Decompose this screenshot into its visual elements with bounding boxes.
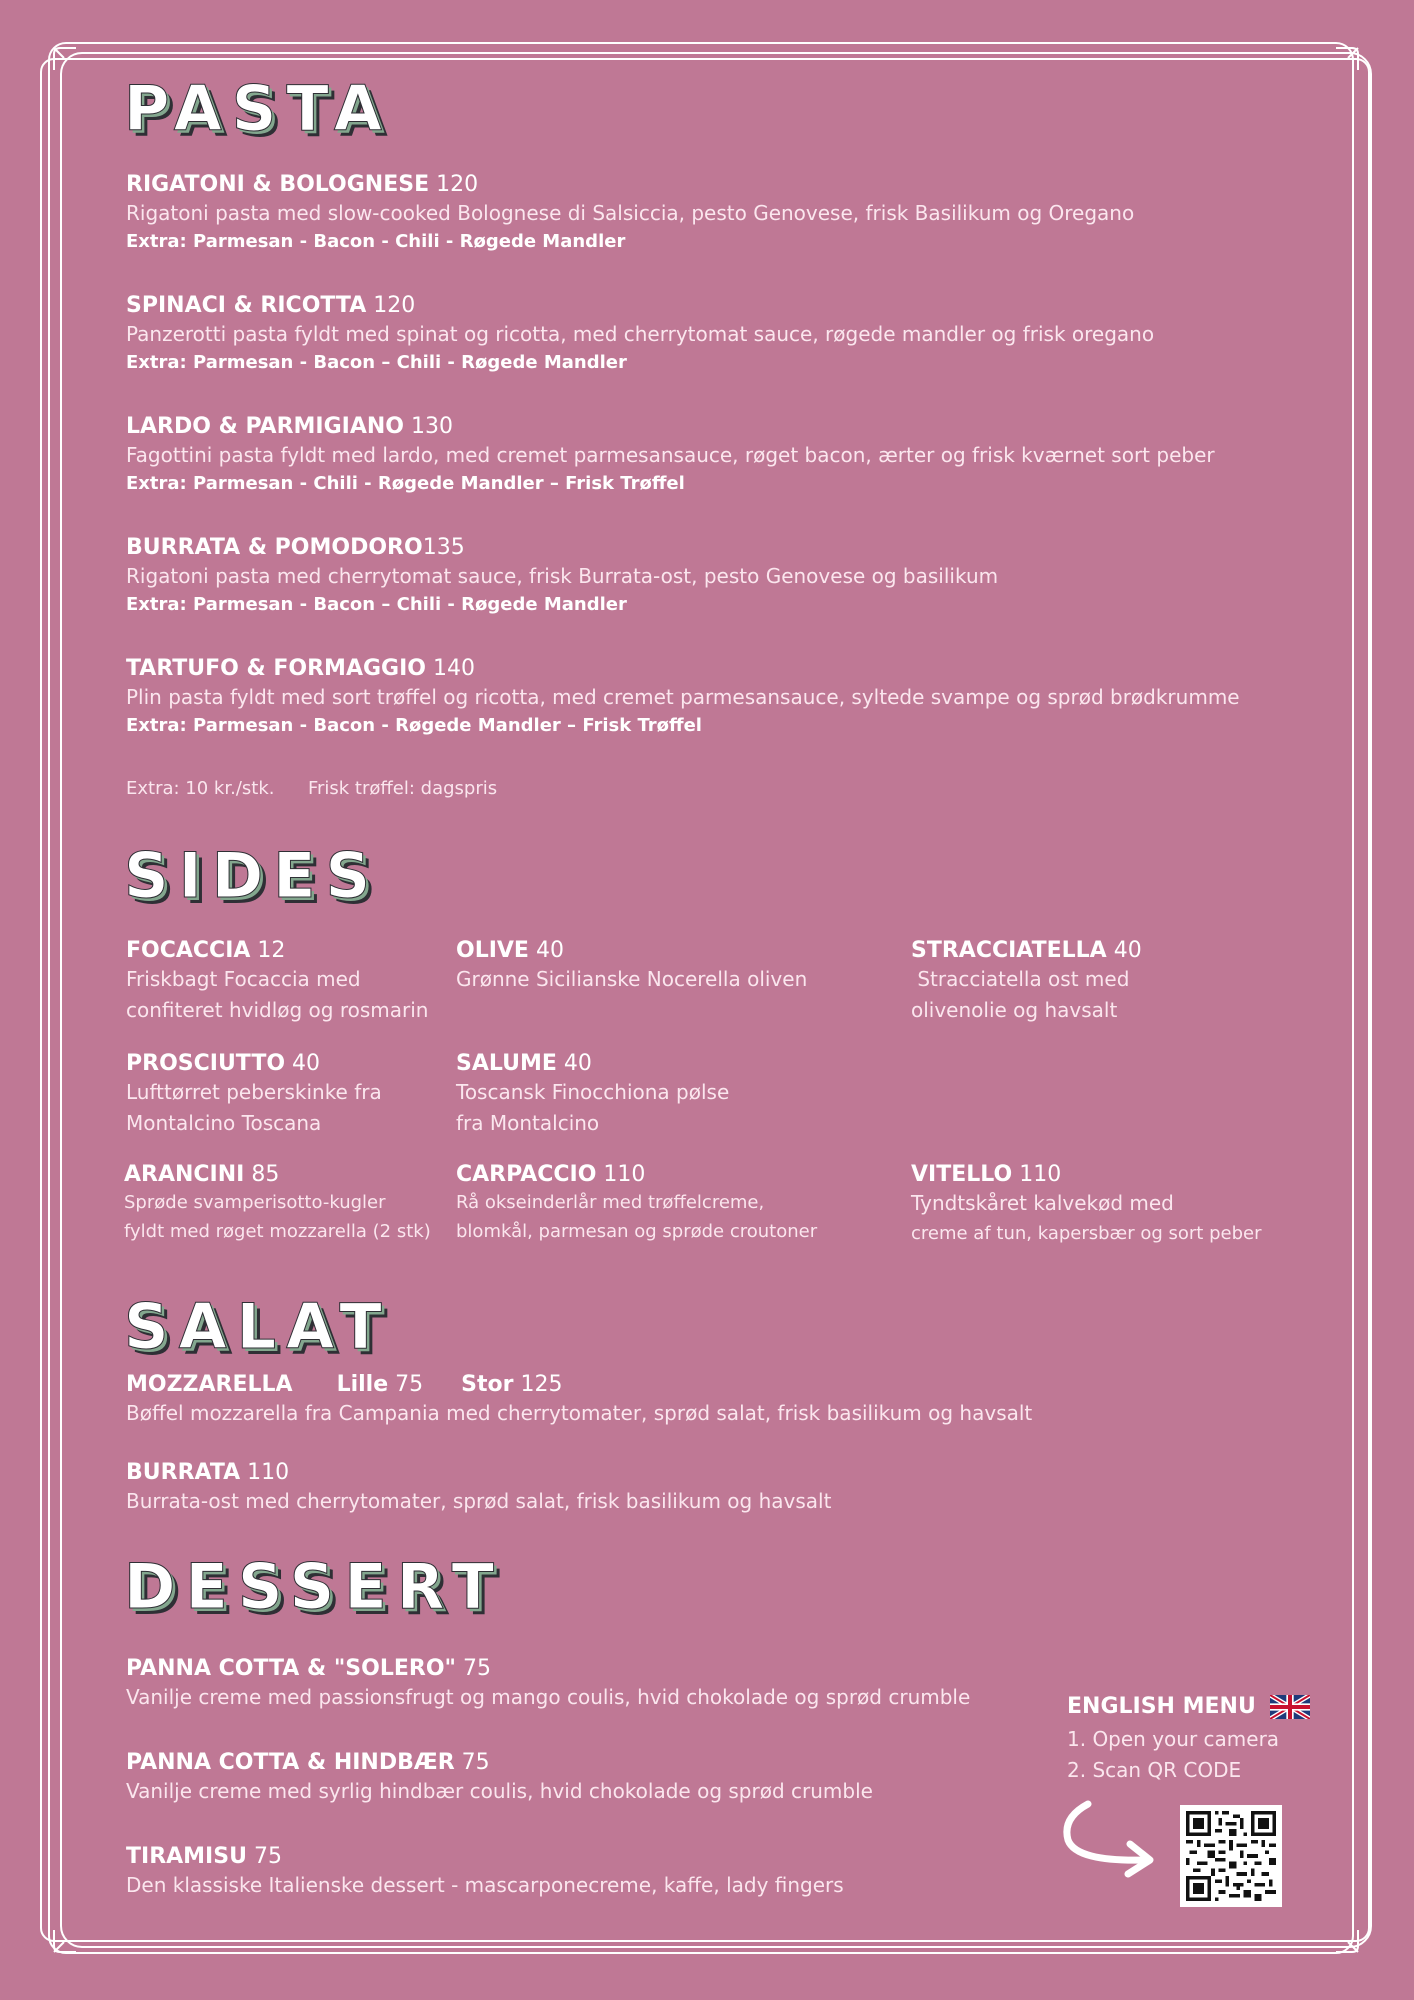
side-item-stracciatella <box>911 938 1142 1026</box>
item-price: 110 <box>596 1162 646 1187</box>
item-price: 135 <box>422 535 465 560</box>
item-price: 140 <box>425 656 475 681</box>
item-description-line: Montalcino Toscana <box>126 1111 322 1135</box>
item-description: Rigatoni pasta med cherrytomat sauce, frisk Burrata-ost, pesto Genovese og basilikum <box>126 564 999 588</box>
english-menu-step-1: 1. Open your camera <box>1067 1727 1280 1751</box>
item-description-line: Grønne Sicilianske Nocerella oliven <box>456 967 808 991</box>
item-name: BURRATA & POMODORO <box>126 535 423 560</box>
item-price: 40 <box>285 1051 321 1076</box>
menu-item-rigatoni <box>126 172 1134 255</box>
item-description-line: Stracciatella ost med <box>911 967 1130 991</box>
item-description: Bøffel mozzarella fra Campania med cherrytomater, sprød salat, frisk basilikum og havsalt <box>126 1401 1033 1425</box>
item-name: TIRAMISU <box>126 1844 247 1869</box>
item-description-line: Friskbagt Focaccia med <box>126 967 361 991</box>
sides-heading: SIDES <box>124 839 381 912</box>
item-name: LARDO & PARMIGIANO <box>126 414 404 439</box>
dessert-item-panna-cotta-solero <box>126 1656 970 1713</box>
item-description: Panzerotti pasta fyldt med spinat og ricotta, med cherrytomat sauce, røgede mandler og frisk oregano <box>126 322 1155 346</box>
small-size-label: Lille <box>336 1372 389 1397</box>
item-description: Den klassiske Italienske dessert - mascarponecreme, kaffe, lady fingers <box>126 1873 844 1897</box>
side-item-carpaccio <box>456 1162 817 1246</box>
item-name: PANNA COTTA & HINDBÆR <box>126 1750 455 1775</box>
item-description-line: Rå okseinderlår med trøffelcreme, <box>456 1192 765 1213</box>
large-size-label: Stor <box>461 1372 514 1397</box>
item-description: Fagottini pasta fyldt med lardo, med cremet parmesansauce, røget bacon, ærter og frisk kværnet sort peber <box>126 443 1215 467</box>
item-extras: Extra: Parmesan - Bacon - Chili - Røgede Mandler <box>126 231 626 252</box>
menu-item-burrata-pomodoro <box>126 535 998 618</box>
item-description: Rigatoni pasta med slow-cooked Bolognese di Salsiccia, pesto Genovese, frisk Basilikum og Oregano <box>126 201 1135 225</box>
menu-item-tartufo <box>126 656 1240 739</box>
dessert-item-tiramisu <box>126 1844 844 1901</box>
salad-item-burrata <box>126 1460 831 1517</box>
dessert-heading: DESSERT <box>124 1550 504 1623</box>
item-price: 75 <box>246 1844 282 1869</box>
menu-item-spinaci <box>126 293 1154 376</box>
item-price: 130 <box>404 414 453 439</box>
item-price: 120 <box>429 172 479 197</box>
item-description: Vanilje creme med syrlig hindbær coulis, hvid chokolade og sprød crumble <box>126 1779 873 1803</box>
uk-flag-icon <box>1270 1695 1310 1719</box>
item-extras: Extra: Parmesan - Bacon - Røgede Mandler – Frisk Trøffel <box>126 715 702 736</box>
item-name: PROSCIUTTO <box>126 1051 286 1076</box>
qr-code-pattern <box>1186 1811 1276 1901</box>
item-name: TARTUFO & FORMAGGIO <box>126 656 426 681</box>
corner-ornament-icon <box>52 46 78 72</box>
item-description: Vanilje creme med passionsfrugt og mango coulis, hvid chokolade og sprød crumble <box>126 1685 971 1709</box>
truffle-price-note: Frisk trøffel: dagspris <box>307 778 498 799</box>
side-item-prosciutto <box>126 1051 382 1139</box>
extra-price-note: Extra: 10 kr./stk. <box>126 778 275 799</box>
item-description-line: fra Montalcino <box>456 1111 600 1135</box>
item-description-line: Toscansk Finocchiona pølse <box>456 1080 730 1104</box>
salat-heading: SALAT <box>124 1290 392 1363</box>
english-menu-step-2: 2. Scan QR CODE <box>1067 1758 1242 1782</box>
item-name: ARANCINI <box>124 1162 245 1187</box>
item-name: STRACCIATELLA <box>911 938 1107 963</box>
item-name: FOCACCIA <box>126 938 251 963</box>
qr-code-icon[interactable] <box>1180 1805 1282 1907</box>
item-description-line: fyldt med røget mozzarella (2 stk) <box>124 1221 431 1242</box>
side-item-salume <box>456 1051 729 1139</box>
dessert-item-panna-cotta-hindbaer <box>126 1750 873 1807</box>
item-name: VITELLO <box>911 1162 1013 1187</box>
item-price: 40 <box>1106 938 1142 963</box>
item-description: Burrata-ost med cherrytomater, sprød salat, frisk basilikum og havsalt <box>126 1489 832 1513</box>
item-description-line: olivenolie og havsalt <box>911 998 1118 1022</box>
item-price: 12 <box>250 938 286 963</box>
item-description-line: blomkål, parmesan og sprøde croutoner <box>456 1221 818 1242</box>
side-item-arancini <box>124 1162 431 1246</box>
item-price: 120 <box>366 293 416 318</box>
item-description-line: Lufttørret peberskinke fra <box>126 1080 382 1104</box>
pasta-heading: PASTA <box>124 72 392 145</box>
item-price: 110 <box>240 1460 290 1485</box>
item-price: 75 <box>456 1656 491 1681</box>
item-name: RIGATONI & BOLOGNESE <box>126 172 430 197</box>
item-description-line: Sprøde svamperisotto-kugler <box>124 1192 386 1213</box>
corner-ornament-icon <box>52 1928 78 1954</box>
side-item-focaccia <box>126 938 428 1026</box>
item-name: SPINACI & RICOTTA <box>126 293 367 318</box>
item-extras: Extra: Parmesan - Chili - Røgede Mandler – Frisk Trøffel <box>126 473 685 494</box>
item-price: 110 <box>1012 1162 1062 1187</box>
item-name: PANNA COTTA & "SOLERO" <box>126 1656 456 1681</box>
item-price: 85 <box>244 1162 280 1187</box>
item-name: OLIVE <box>456 938 529 963</box>
pasta-extra-note <box>126 778 497 799</box>
item-name: SALUME <box>456 1051 557 1076</box>
item-description: Plin pasta fyldt med sort trøffel og ricotta, med cremet parmesansauce, syltede svampe og sprød brødkrumme <box>126 685 1240 709</box>
item-description-line: confiteret hvidløg og rosmarin <box>126 998 429 1022</box>
small-size-price: 75 <box>388 1372 424 1397</box>
menu-item-lardo <box>126 414 1215 497</box>
item-extras: Extra: Parmesan - Bacon – Chili - Røgede Mandler <box>126 594 627 615</box>
english-menu-block <box>1067 1694 1310 1786</box>
item-extras: Extra: Parmesan - Bacon – Chili - Røgede Mandler <box>126 352 627 373</box>
corner-ornament-icon <box>1334 46 1360 72</box>
side-item-olive <box>456 938 807 995</box>
large-size-price: 125 <box>513 1372 563 1397</box>
item-description-line: Tyndtskåret kalvekød med <box>911 1191 1174 1215</box>
english-menu-title: ENGLISH MENU <box>1067 1694 1256 1719</box>
item-price: 75 <box>454 1750 490 1775</box>
curved-arrow-icon <box>1060 1798 1160 1878</box>
item-price: 40 <box>528 938 564 963</box>
item-name: BURRATA <box>126 1460 241 1485</box>
item-name: CARPACCIO <box>456 1162 597 1187</box>
item-name: MOZZARELLA <box>126 1372 293 1397</box>
item-price: 40 <box>556 1051 592 1076</box>
side-item-vitello <box>911 1162 1261 1248</box>
salad-item-mozzarella <box>126 1372 1032 1429</box>
corner-ornament-icon <box>1334 1928 1360 1954</box>
item-description-line: creme af tun, kapersbær og sort peber <box>911 1223 1262 1244</box>
